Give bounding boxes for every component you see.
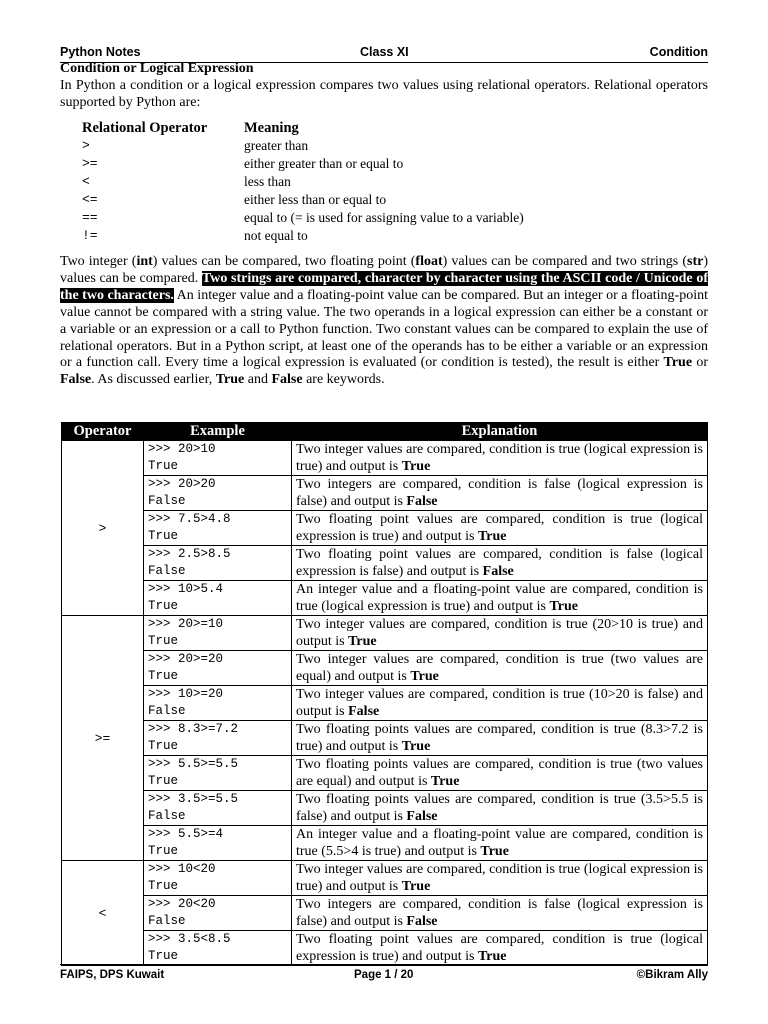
explanation-text: Two floating points values are compared, condition is true (8.3>7.2 is true) and output is xyxy=(296,722,703,754)
operators-header-meaning: Meaning xyxy=(244,120,299,136)
operator-row xyxy=(82,138,682,156)
table-row xyxy=(62,756,708,791)
operator-symbol: != xyxy=(82,228,98,243)
operator-row xyxy=(82,174,682,192)
para-text: An integer value and a floating-point value can be compared. But an integer or a floating-point value cannot be compared with a string value. The two operands in a logical expression can either be a constant or a variable or an expression or a call to Python function. Two constant values can be compared to explain the use of relational operators. But in a Python script, at least one of the operands has to be either a variable or an expression or a function call. Every time a logical expression is evaluated (or condition is tested), the result is either xyxy=(60,287,708,371)
examples-table xyxy=(61,422,708,966)
table-row xyxy=(62,651,708,686)
para-keyword: str xyxy=(687,254,704,269)
explanation-result: False xyxy=(348,704,380,719)
operator-row xyxy=(82,210,682,228)
page-footer xyxy=(60,964,708,983)
operators-list xyxy=(82,120,682,246)
table-row xyxy=(62,441,708,476)
table-row xyxy=(62,896,708,931)
operator-row xyxy=(82,228,682,246)
explanation-cell xyxy=(292,511,708,546)
explanation-result: True xyxy=(410,669,439,684)
footer-right: ©Bikram Ally xyxy=(636,969,708,981)
table-row xyxy=(62,476,708,511)
footer-center: Page 1 / 20 xyxy=(354,969,414,981)
explanation-result: True xyxy=(477,949,507,964)
explanation-cell xyxy=(292,931,708,966)
header-example: Example xyxy=(144,423,292,441)
explanation-text: Two integer values are compared, condition is true (logical expression is true) and output is xyxy=(296,442,703,474)
operator-meaning: either less than or equal to xyxy=(244,192,387,207)
explanation-text: An integer value and a floating-point value are compared, condition is true (5.5>4 is true) and output is xyxy=(296,827,703,859)
operator-row xyxy=(82,156,682,174)
explanation-cell xyxy=(292,721,708,756)
explanation-cell xyxy=(292,581,708,616)
explanation-cell xyxy=(292,896,708,931)
explanation-text: Two floating point values are compared, condition is true (logical expression is true) and output is xyxy=(296,512,703,544)
explanation-result: True xyxy=(401,459,431,474)
operator-symbol: < xyxy=(82,174,90,189)
explanation-result: False xyxy=(482,564,514,579)
table-body xyxy=(62,441,708,966)
example-code-cell: >>> 10<20 True xyxy=(144,861,292,896)
example-code-cell: >>> 5.5>=4 True xyxy=(144,826,292,861)
header-explanation: Explanation xyxy=(292,423,708,441)
para-text: are keywords. xyxy=(302,372,385,388)
table-row xyxy=(62,511,708,546)
explanation-text: Two integers are compared, condition is false (logical expression is false) and output is xyxy=(296,897,703,929)
example-code-cell: >>> 3.5>=5.5 False xyxy=(144,791,292,826)
explanation-text: Two integer values are compared, condition is true (10>20 is false) and output is xyxy=(296,687,703,719)
explanation-cell xyxy=(292,861,708,896)
example-code-cell: >>> 3.5<8.5 True xyxy=(144,931,292,966)
table-header-row xyxy=(62,423,708,441)
table-row xyxy=(62,721,708,756)
explanation-cell xyxy=(292,756,708,791)
para-keyword: True xyxy=(663,355,693,371)
example-code-cell: >>> 10>=20 False xyxy=(144,686,292,721)
example-code-cell: >>> 20>20 False xyxy=(144,476,292,511)
explanation-result: False xyxy=(406,809,438,824)
para-keyword: False xyxy=(271,372,303,388)
para-keyword: int xyxy=(136,254,153,269)
operator-symbol: == xyxy=(82,210,98,225)
operator-meaning: equal to (= is used for assigning value to a variable) xyxy=(244,210,524,225)
table-row xyxy=(62,826,708,861)
table-row xyxy=(62,931,708,966)
explanation-result: True xyxy=(430,774,460,789)
header-left: Python Notes xyxy=(60,45,141,59)
explanation-result: True xyxy=(401,739,431,754)
operator-meaning: either greater than or equal to xyxy=(244,156,404,171)
para-keyword: float xyxy=(415,254,443,269)
explanation-cell xyxy=(292,476,708,511)
header-center: Class XI xyxy=(360,45,409,59)
explanation-cell xyxy=(292,791,708,826)
explanation-text: Two floating point values are compared, condition is false (logical expression is false) and output is xyxy=(296,547,703,579)
example-code-cell: >>> 20>10 True xyxy=(144,441,292,476)
example-code-cell: >>> 20<20 False xyxy=(144,896,292,931)
operator-row xyxy=(82,192,682,210)
operator-cell: >= xyxy=(62,616,144,861)
explanation-result: True xyxy=(549,599,579,614)
explanation-cell xyxy=(292,651,708,686)
explanation-text: Two floating points values are compared, condition is true (3.5>5.5 is false) and output is xyxy=(296,792,703,824)
explanation-cell xyxy=(292,616,708,651)
example-code-cell: >>> 2.5>8.5 False xyxy=(144,546,292,581)
header-right: Condition xyxy=(649,45,708,59)
explanation-result: True xyxy=(401,879,431,894)
explanation-text: Two integers are compared, condition is false (logical expression is false) and output is xyxy=(296,477,703,509)
explanation-cell xyxy=(292,826,708,861)
explanation-result: True xyxy=(477,529,507,544)
para-text: ) values can be compared, two floating point ( xyxy=(152,254,416,269)
example-code-cell: >>> 20>=10 True xyxy=(144,616,292,651)
table-row xyxy=(62,581,708,616)
example-code-cell: >>> 20>=20 True xyxy=(144,651,292,686)
explanation-result: False xyxy=(406,494,438,509)
intro-paragraph: In Python a condition or a logical expression compares two values using relational operators. Relational operators supported by Python are: xyxy=(60,78,708,110)
explanation-paragraph xyxy=(60,254,708,389)
table-row xyxy=(62,616,708,651)
para-highlight: Two strings are compared, character by character using the ASCII code / Unicode of the two characters. xyxy=(60,270,708,303)
para-text: ) values can be compared. xyxy=(60,254,708,286)
operators-header-op: Relational Operator xyxy=(82,120,208,136)
para-text: . As discussed earlier, xyxy=(91,372,216,388)
table-row xyxy=(62,546,708,581)
para-keyword: False xyxy=(60,372,92,388)
table-row xyxy=(62,861,708,896)
section-title: Condition or Logical Expression xyxy=(60,61,254,76)
explanation-text: Two floating points values are compared, condition is true (two values are equal) and output is xyxy=(296,757,703,789)
operator-cell: < xyxy=(62,861,144,966)
explanation-text: Two floating point values are compared, condition is true (logical expression is true) and output is xyxy=(296,932,703,964)
para-text: and xyxy=(244,372,272,388)
para-text: Two integer ( xyxy=(60,254,137,269)
example-code-cell: >>> 7.5>4.8 True xyxy=(144,511,292,546)
operator-meaning: greater than xyxy=(244,138,309,153)
explanation-text: An integer value and a floating-point value are compared, condition is true (logical expression is true) and output is xyxy=(296,582,703,614)
operator-meaning: not equal to xyxy=(244,228,308,243)
example-code-cell: >>> 5.5>=5.5 True xyxy=(144,756,292,791)
para-text: or xyxy=(692,355,708,371)
operator-symbol: >= xyxy=(82,156,98,171)
explanation-cell xyxy=(292,441,708,476)
header-operator: Operator xyxy=(62,423,144,441)
explanation-text: Two integer values are compared, condition is true (two values are equal) and output is xyxy=(296,652,703,684)
explanation-cell xyxy=(292,686,708,721)
operators-header xyxy=(82,120,682,138)
explanation-text: Two integer values are compared, condition is true (logical expression is true) and output is xyxy=(296,862,703,894)
example-code-cell: >>> 8.3>=7.2 True xyxy=(144,721,292,756)
table-row xyxy=(62,686,708,721)
example-code-cell: >>> 10>5.4 True xyxy=(144,581,292,616)
explanation-result: True xyxy=(480,844,509,859)
table-row xyxy=(62,791,708,826)
explanation-result: True xyxy=(348,634,377,649)
explanation-result: False xyxy=(406,914,438,929)
explanation-cell xyxy=(292,546,708,581)
para-text: ) values can be compared and two strings ( xyxy=(442,254,687,269)
footer-left: FAIPS, DPS Kuwait xyxy=(60,969,165,981)
explanation-text: Two integer values are compared, condition is true (20>10 is true) and output is xyxy=(296,617,703,649)
operator-cell: > xyxy=(62,441,144,616)
operator-symbol: <= xyxy=(82,192,98,207)
para-keyword: True xyxy=(215,372,245,388)
operator-symbol: > xyxy=(82,138,90,153)
operator-meaning: less than xyxy=(244,174,291,189)
